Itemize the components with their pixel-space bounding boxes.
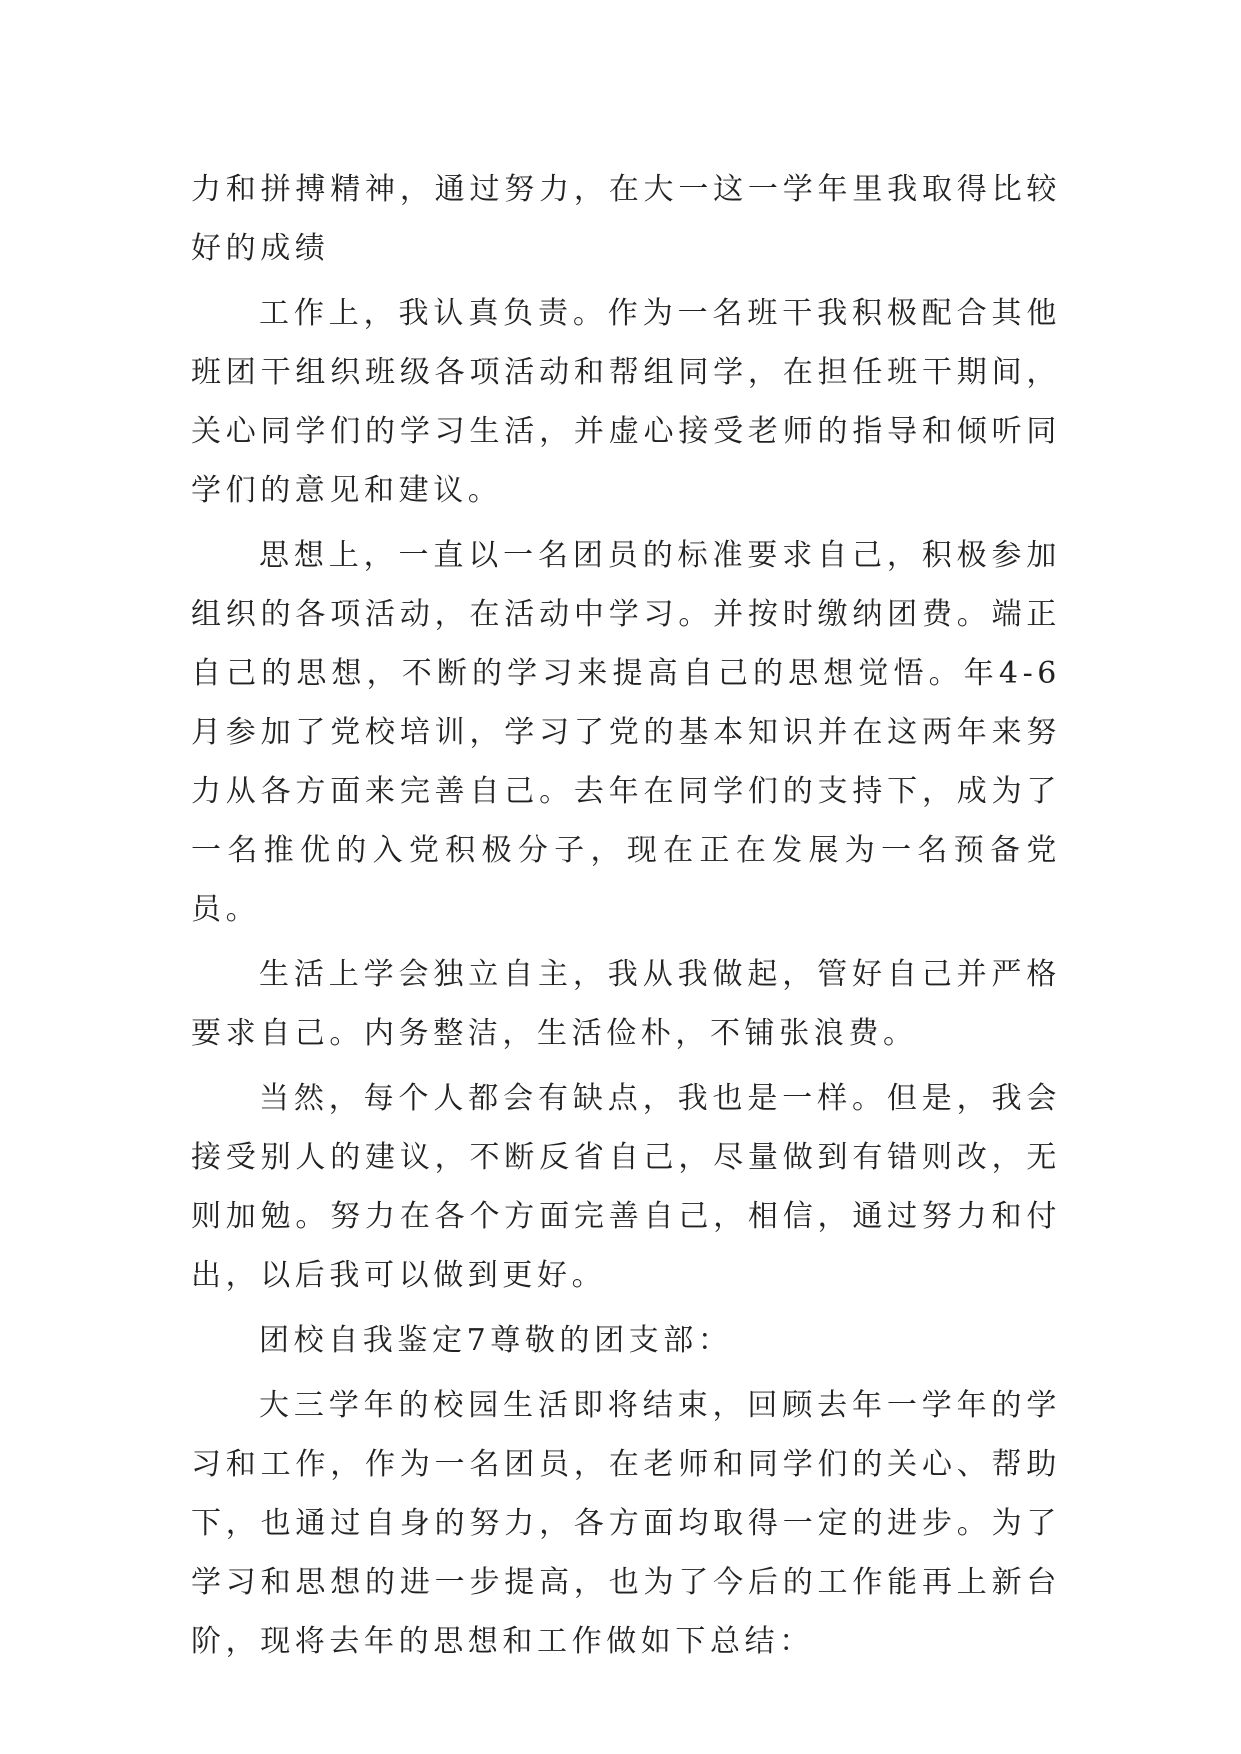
paragraph-life: 生活上学会独立自主，我从我做起，管好自己并严格要求自己。内务整洁，生活俭朴，不铺张浪费。	[191, 957, 1061, 1051]
paragraph-continuation: 力和拼搏精神，通过努力，在大一这一学年里我取得比较好的成绩	[191, 172, 1061, 266]
paragraph-shortcomings: 当然，每个人都会有缺点，我也是一样。但是，我会接受别人的建议，不断反省自己，尽量做到有错则改，无则加勉。努力在各个方面完善自己，相信，通过努力和付出，以后我可以做到更好。	[191, 1081, 1061, 1293]
paragraph-summary-intro: 大三学年的校园生活即将结束，回顾去年一学年的学习和工作，作为一名团员，在老师和同学们的关心、帮助下，也通过自身的努力，各方面均取得一定的进步。为了学习和思想的进一步提高，也为了今后的工作能再上新台阶，现将去年的思想和工作做如下总结：	[191, 1388, 1061, 1659]
document-body	[191, 160, 1061, 1677]
paragraph-work: 工作上，我认真负责。作为一名班干我积极配合其他班团干组织班级各项活动和帮组同学，在担任班干期间，关心同学们的学习生活，并虚心接受老师的指导和倾听同学们的意见和建议。	[191, 296, 1061, 508]
paragraph-heading-salutation: 团校自我鉴定7尊敬的团支部：	[259, 1323, 733, 1358]
paragraph-thought: 思想上，一直以一名团员的标准要求自己，积极参加组织的各项活动，在活动中学习。并按时缴纳团费。端正自己的思想，不断的学习来提高自己的思想觉悟。年4-6月参加了党校培训，学习了党的基本知识并在这两年来努力从各方面来完善自己。去年在同学们的支持下，成为了一名推优的入党积极分子，现在正在发展为一名预备党员。	[191, 538, 1061, 927]
